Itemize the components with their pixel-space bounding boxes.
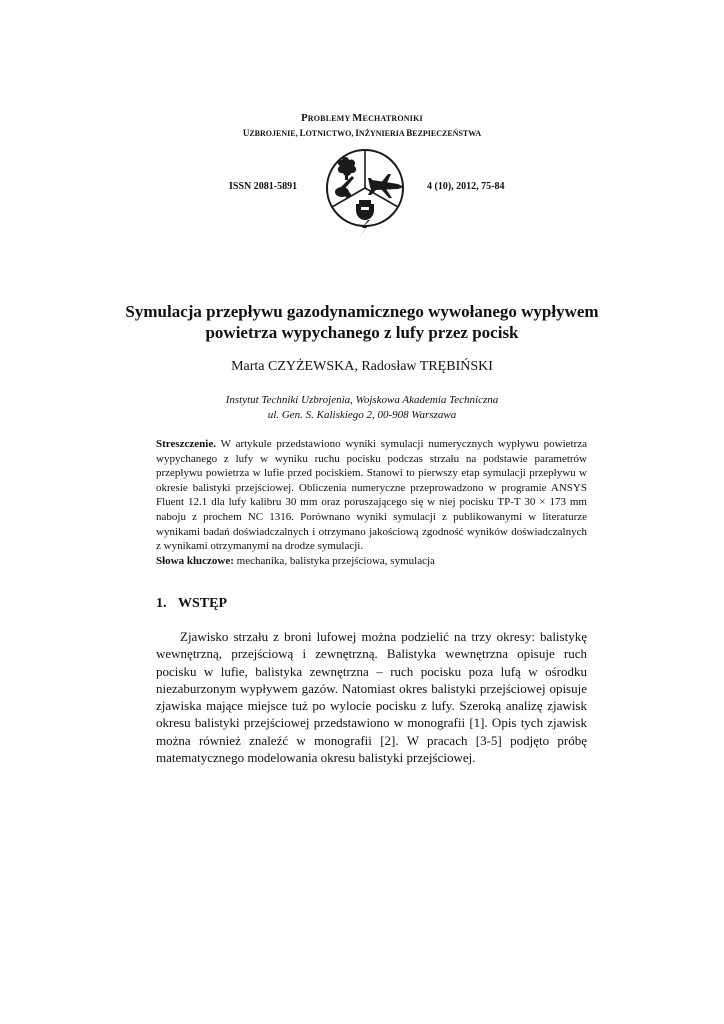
affiliation-line-2: ul. Gen. S. Kaliskiego 2, 00-908 Warszawa [267,409,457,421]
keywords-paragraph [156,554,587,569]
author-affiliation [0,393,724,423]
intro-paragraph: Zjawisko strzału z broni lufowej można podzielić na trzy okresy: balistykę wewnętrzną, przejściową i zewnętrzną. Balistyka wewnętrzna opisuje ruch pocisku w lufie, balistyka zewnętrzna – ruch pocisku poza lufą w ośrodku niezaburzonym wypływem gazów. Natomiast okres balistyki przejściowej opisuje zjawiska mające miejsce tuż po wylocie pocisku z lufy. Szeroką analizę zjawisk okresu balistyki przejściowej przedstawiono w monografii [1]. Opis tych zjawisk można również znaleźć w monografii [2]. W pracach [3-5] podjęto próbę matematycznego modelowania okresu balistyki przejściowej. [156,629,587,766]
issue-info: 4 (10), 2012, 75-84 [427,181,505,192]
affiliation-line-1: Instytut Techniki Uzbrojenia, Wojskowa Akademia Techniczna [225,394,499,406]
journal-title: PROBLEMY MECHATRONIKI [301,113,423,124]
abstract-text: W artykule przedstawiono wyniki symulacji numerycznych wypływu powietrza wypychanego z lufy w wyniku ruchu pocisku podczas strzału na podstawie parametrów przepływu powietrza w lufie przed pociskiem. Stanowi to pierwszy etap symulacji przepływu w okresie balistyki przejściowej. Obliczenia numeryczne przeprowadzono w programie ANSYS Fluent 12.1 dla lufy kalibru 30 mm oraz poruszającego się w niej pocisku TP-T 30 × 173 mm naboju z prochem NC 1316. Porównano wyniki symulacji z publikowanymi w literaturze wynikami badań doświadczalnych i otrzymano jakościową zgodność wyników doświadczalnych z wynikami otrzymanymi na drodze symulacji. [156,438,587,553]
section-number: 1. [156,596,167,611]
keywords-label: Słowa kluczowe: [156,554,234,567]
article-title: Symulacja przepływu gazodynamicznego wywołanego wypływem powietrza wypychanego z lufy przez pocisk [125,302,599,342]
journal-subtitle: UZBROJENIE, LOTNICTWO, INŻYNIERIA BEZPIECZEŃSTWA [242,128,482,138]
issn-number: ISSN 2081-5891 [229,181,298,192]
keywords-text: mechanika, balistyka przejściowa, symulacja [233,554,435,567]
journal-emblem-icon [318,146,412,240]
article-authors: Marta CZYŻEWSKA, Radosław TRĘBIŃSKI [231,359,493,374]
abstract-label: Streszczenie. [156,438,216,450]
abstract-paragraph [156,437,587,554]
section-heading [156,596,227,612]
abstract [156,437,587,568]
section-title: WSTĘP [178,596,228,611]
